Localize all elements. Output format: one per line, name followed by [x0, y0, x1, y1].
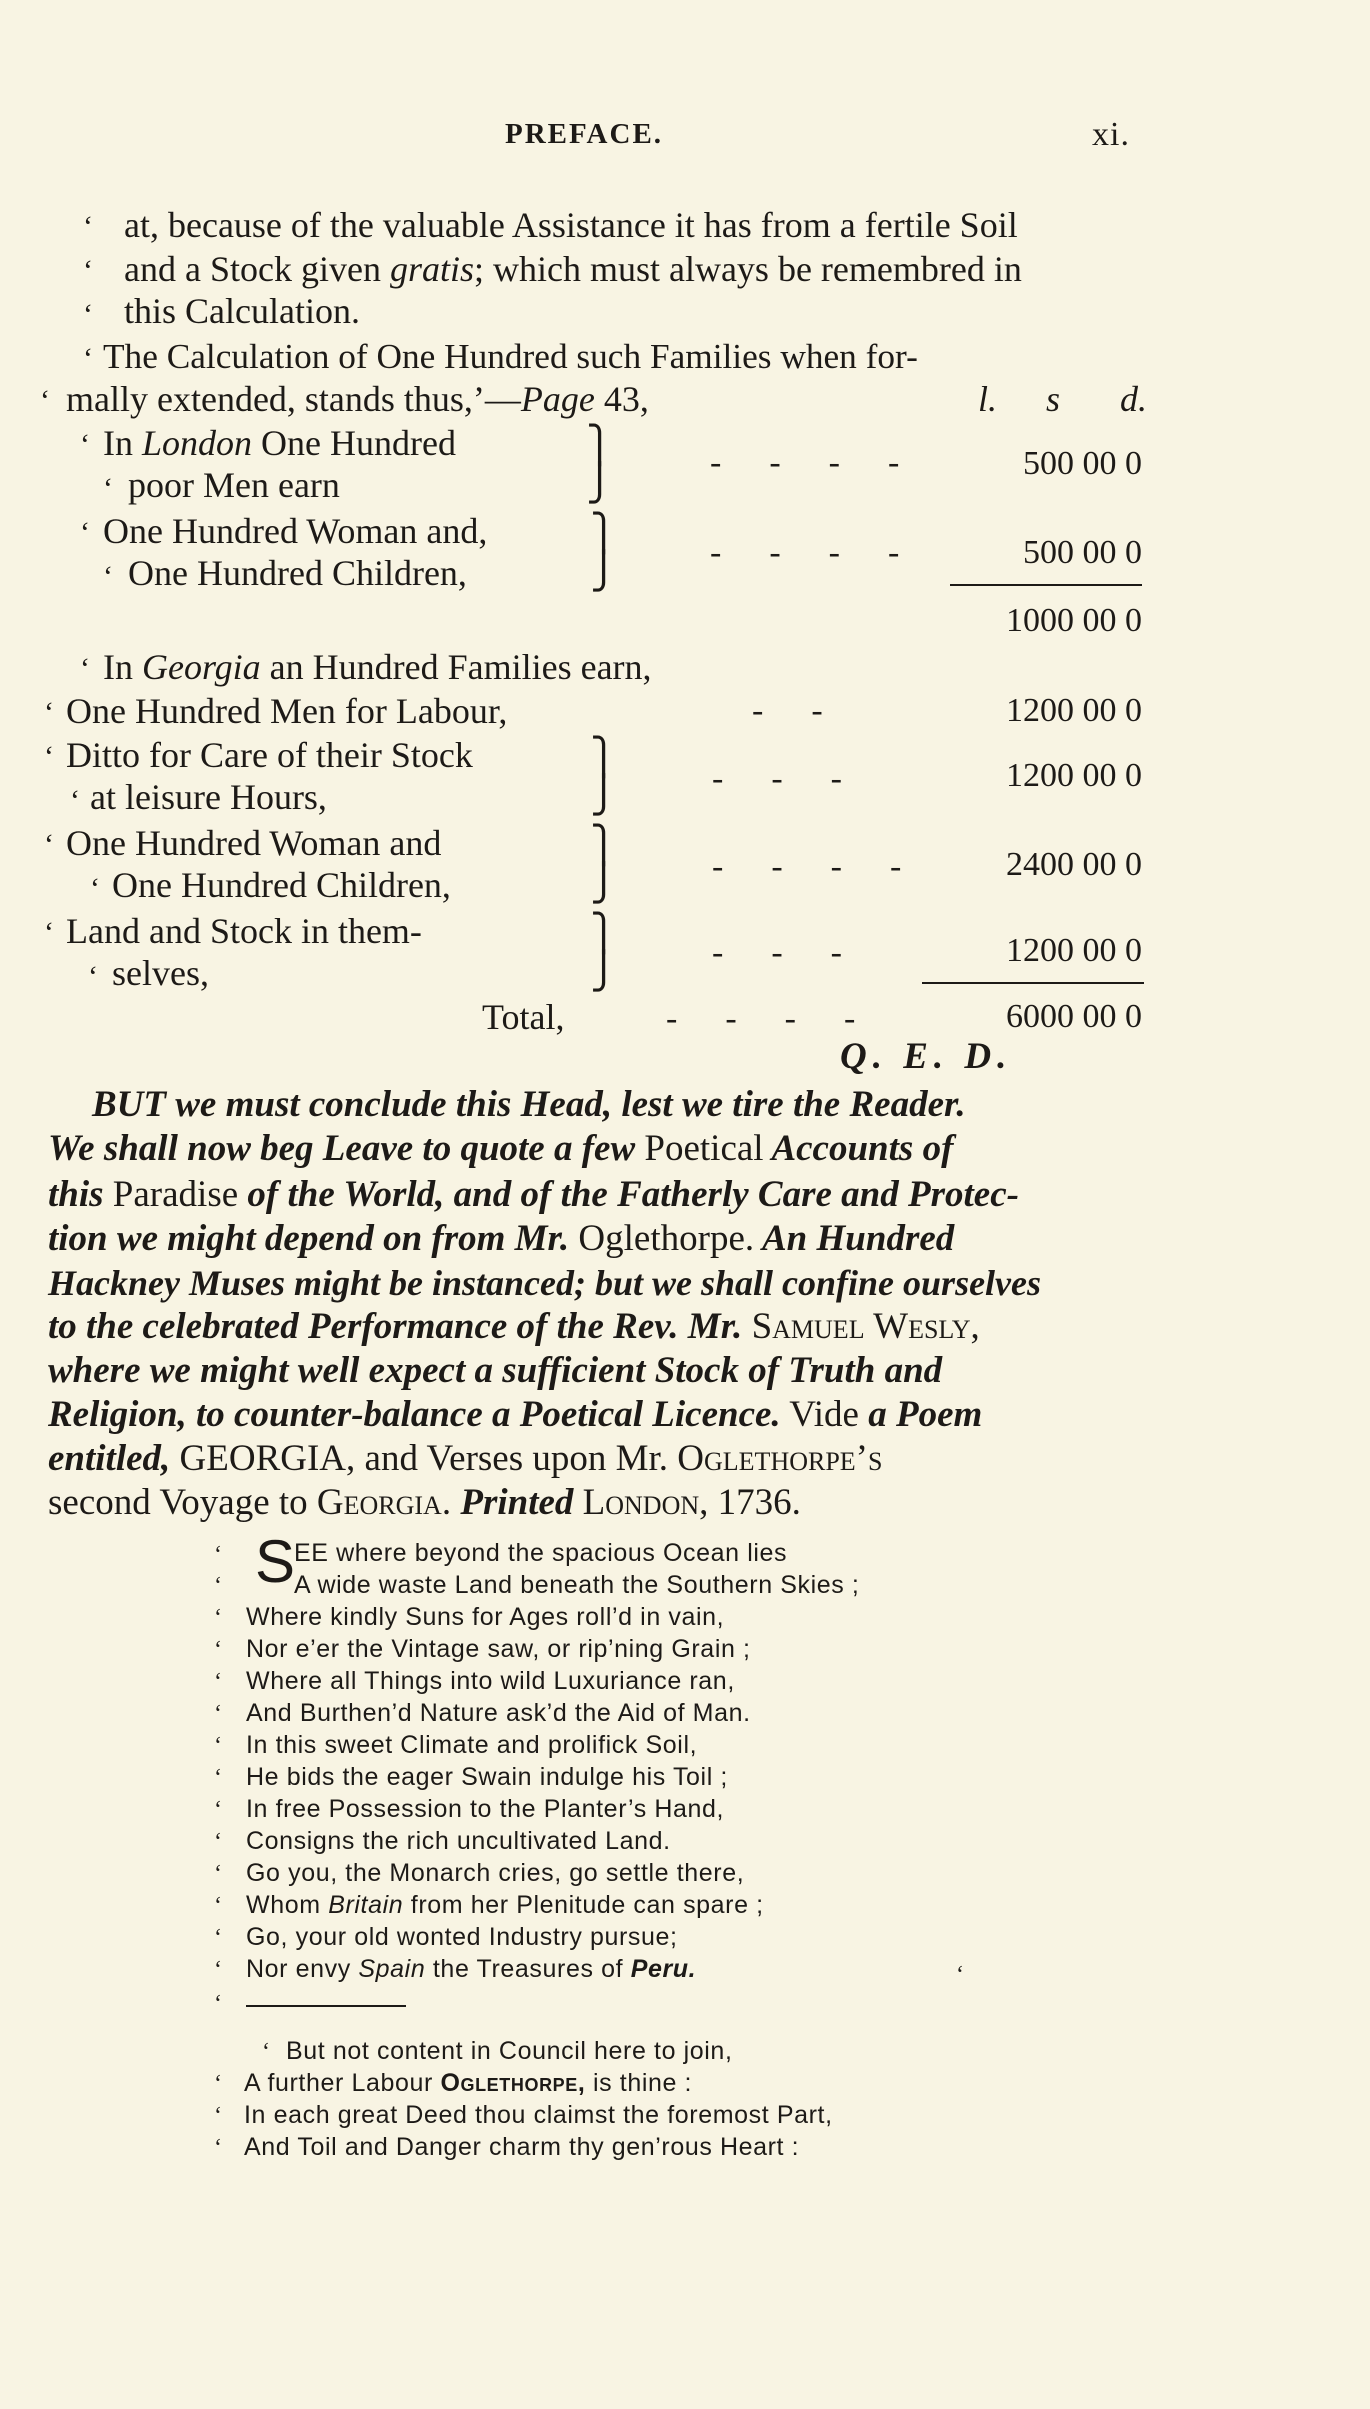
sum-rule	[922, 982, 1144, 984]
para-line-3: this Paradise of the World, and of the Fatherly Care and Protec-	[48, 1174, 1019, 1215]
poem-line-8: He bids the eager Swain indulge his Toil ;	[246, 1763, 728, 1791]
poem-line-2: A wide waste Land beneath the Southern Skies ;	[294, 1571, 860, 1599]
para-line-2: We shall now beg Leave to quote a few Poetical Accounts of	[48, 1128, 954, 1169]
intro-line-1: at, because of the valuable Assistance it has from a fertile Soil	[124, 205, 1018, 245]
gratis-italic: gratis	[389, 249, 474, 289]
poem-line-4: Nor e’er the Vintage saw, or rip’ning Grain ;	[246, 1635, 751, 1663]
quote-mark: ‘	[214, 1605, 222, 1631]
para-line-8: Religion, to counter-balance a Poetical Licence. Vide a Poem	[48, 1394, 983, 1435]
amount-total: 6000 00 0	[1006, 998, 1142, 1035]
quote-mark: ‘	[262, 2039, 270, 2065]
table-men-line: One Hundred Men for Labour,	[66, 691, 508, 731]
brace-top: ⎫	[590, 513, 617, 553]
table-land-line2: selves,	[112, 953, 209, 993]
brace-top: ⎫	[590, 825, 617, 865]
poem-line-12: Whom Britain from her Plenitude can spare ;	[246, 1891, 764, 1919]
poem-stanza2-line-1: But not content in Council here to join,	[286, 2037, 733, 2065]
dot-leader: ----	[710, 534, 948, 571]
amount-men: 1200 00 0	[1006, 692, 1142, 729]
quote-mark: ‘	[44, 696, 54, 729]
brace-top: ⎫	[590, 913, 617, 953]
table-london-line2: poor Men earn	[128, 465, 340, 505]
table-georgia-heading: In Georgia an Hundred Families earn,	[103, 647, 652, 687]
quote-mark: ‘	[90, 872, 100, 905]
quote-mark: ‘	[214, 1637, 222, 1663]
para-line-1: BUT we must conclude this Head, lest we tire the Reader.	[92, 1084, 966, 1125]
table-women2-line1: One Hundred Woman and	[66, 823, 442, 863]
amount-women: 500 00 0	[1023, 534, 1142, 571]
quote-mark: ‘	[44, 916, 54, 949]
poem-line-10: Consigns the rich uncultivated Land.	[246, 1827, 671, 1855]
sum-rule	[950, 584, 1142, 586]
amount-london: 500 00 0	[1023, 445, 1142, 482]
brace-top: ⎫	[586, 425, 613, 465]
quote-mark: ‘	[214, 1925, 222, 1951]
quote-mark: ‘	[956, 1962, 964, 1988]
table-ditto-line1: Ditto for Care of their Stock	[66, 735, 473, 775]
quote-mark: ‘	[214, 1573, 222, 1599]
dot-leader: ---	[712, 760, 890, 797]
quote-mark: ‘	[214, 1797, 222, 1823]
table-land-line1: Land and Stock in them-	[66, 911, 422, 951]
para-line-6: to the celebrated Performance of the Rev. Mr. Samuel Wesly,	[48, 1306, 980, 1347]
quote-mark: ‘	[214, 2071, 222, 2097]
quote-mark: ‘	[214, 1701, 222, 1727]
quote-mark: ‘	[83, 298, 93, 331]
poem-line-3: Where kindly Suns for Ages roll’d in vain,	[246, 1603, 725, 1631]
poem-line-9: In free Possession to the Planter’s Hand,	[246, 1795, 725, 1823]
quote-mark: ‘	[214, 1765, 222, 1791]
poem-stanza2-line-4: And Toil and Danger charm thy gen’rous Heart :	[244, 2133, 800, 2161]
poem-line-1: EE where beyond the spacious Ocean lies	[294, 1539, 788, 1567]
quote-mark: ‘	[80, 516, 90, 549]
table-women2-line2: One Hundred Children,	[112, 865, 451, 905]
quote-mark: ‘	[214, 1733, 222, 1759]
brace-bottom: ⎭	[590, 951, 617, 991]
amount-ditto: 1200 00 0	[1006, 757, 1142, 794]
quote-mark: ‘	[80, 652, 90, 685]
page-folio: xi.	[1092, 116, 1130, 153]
quote-mark: ‘	[214, 1991, 222, 2017]
intro-line-5: mally extended, stands thus,’—Page 43,	[66, 379, 649, 419]
quote-mark: ‘	[83, 210, 93, 243]
brace-top: ⎫	[590, 737, 617, 777]
para-line-5: Hackney Muses might be instanced; but we shall confine ourselves	[48, 1263, 1042, 1303]
qed-mark: Q. E. D.	[840, 1036, 1013, 1077]
brace-bottom: ⎭	[590, 863, 617, 903]
poem-line-5: Where all Things into wild Luxuriance ran,	[246, 1667, 735, 1695]
quote-mark: ‘	[83, 342, 93, 375]
para-line-4: tion we might depend on from Mr. Oglethorpe. An Hundred	[48, 1218, 955, 1259]
currency-l: l.	[978, 379, 998, 419]
quote-mark: ‘	[80, 428, 90, 461]
poem-line-6: And Burthen’d Nature ask’d the Aid of Man.	[246, 1699, 751, 1727]
dot-leader: ---	[712, 934, 890, 971]
intro-line-2: and a Stock given gratis; which must always be remembred in	[124, 249, 1022, 289]
amount-women2: 2400 00 0	[1006, 846, 1142, 883]
dot-leader: ----	[666, 1000, 904, 1037]
quote-mark: ‘	[44, 828, 54, 861]
quote-mark: ‘	[103, 472, 113, 505]
currency-s: s	[1046, 379, 1061, 419]
quote-mark: ‘	[88, 960, 98, 993]
quote-mark: ‘	[214, 1957, 222, 1983]
quote-mark: ‘	[83, 254, 93, 287]
poem-line-14: Nor envy Spain the Treasures of Peru.	[246, 1955, 697, 1983]
dot-leader: ----	[710, 444, 948, 481]
currency-d: d.	[1120, 379, 1147, 419]
quote-mark: ‘	[214, 1542, 222, 1568]
dot-leader: ----	[712, 848, 950, 885]
quote-mark: ‘	[40, 384, 50, 417]
quote-mark: ‘	[214, 1861, 222, 1887]
table-women-line1: One Hundred Woman and,	[103, 511, 488, 551]
stanza-rule	[246, 2005, 406, 2007]
running-head-title: PREFACE.	[505, 118, 664, 150]
table-london-line1: In London One Hundred	[103, 423, 456, 463]
poem-line-7: In this sweet Climate and prolifick Soil,	[246, 1731, 698, 1759]
amount-subtotal: 1000 00 0	[1006, 602, 1142, 639]
para-line-7: where we might well expect a sufficient Stock of Truth and	[48, 1350, 943, 1391]
poem-stanza2-line-2: A further Labour Oglethorpe, is thine :	[244, 2069, 693, 2097]
quote-mark: ‘	[214, 1829, 222, 1855]
para-line-9: entitled, GEORGIA, and Verses upon Mr. Oglethorpe’s	[48, 1438, 883, 1479]
quote-mark: ‘	[103, 560, 113, 593]
quote-mark: ‘	[214, 1893, 222, 1919]
drop-cap: S	[255, 1528, 296, 1595]
amount-land: 1200 00 0	[1006, 932, 1142, 969]
brace-bottom: ⎭	[590, 775, 617, 815]
quote-mark: ‘	[214, 1669, 222, 1695]
quote-mark: ‘	[70, 784, 80, 817]
intro-line-3: this Calculation.	[124, 291, 360, 331]
quote-mark: ‘	[214, 2135, 222, 2161]
para-line-10: second Voyage to Georgia. Printed London, 1736.	[48, 1482, 801, 1523]
poem-line-13: Go, your old wonted Industry pursue;	[246, 1923, 678, 1951]
brace-bottom: ⎭	[590, 551, 617, 591]
table-total-label: Total,	[482, 997, 565, 1037]
table-women-line2: One Hundred Children,	[128, 553, 467, 593]
table-ditto-line2: at leisure Hours,	[90, 777, 327, 817]
intro-line-4: The Calculation of One Hundred such Families when for-	[103, 337, 918, 376]
dot-leader: --	[752, 692, 871, 729]
poem-line-11: Go you, the Monarch cries, go settle there,	[246, 1859, 745, 1887]
poem-stanza2-line-3: In each great Deed thou claimst the foremost Part,	[244, 2101, 833, 2129]
quote-mark: ‘	[44, 740, 54, 773]
quote-mark: ‘	[214, 2103, 222, 2129]
brace-bottom: ⎭	[586, 463, 613, 503]
